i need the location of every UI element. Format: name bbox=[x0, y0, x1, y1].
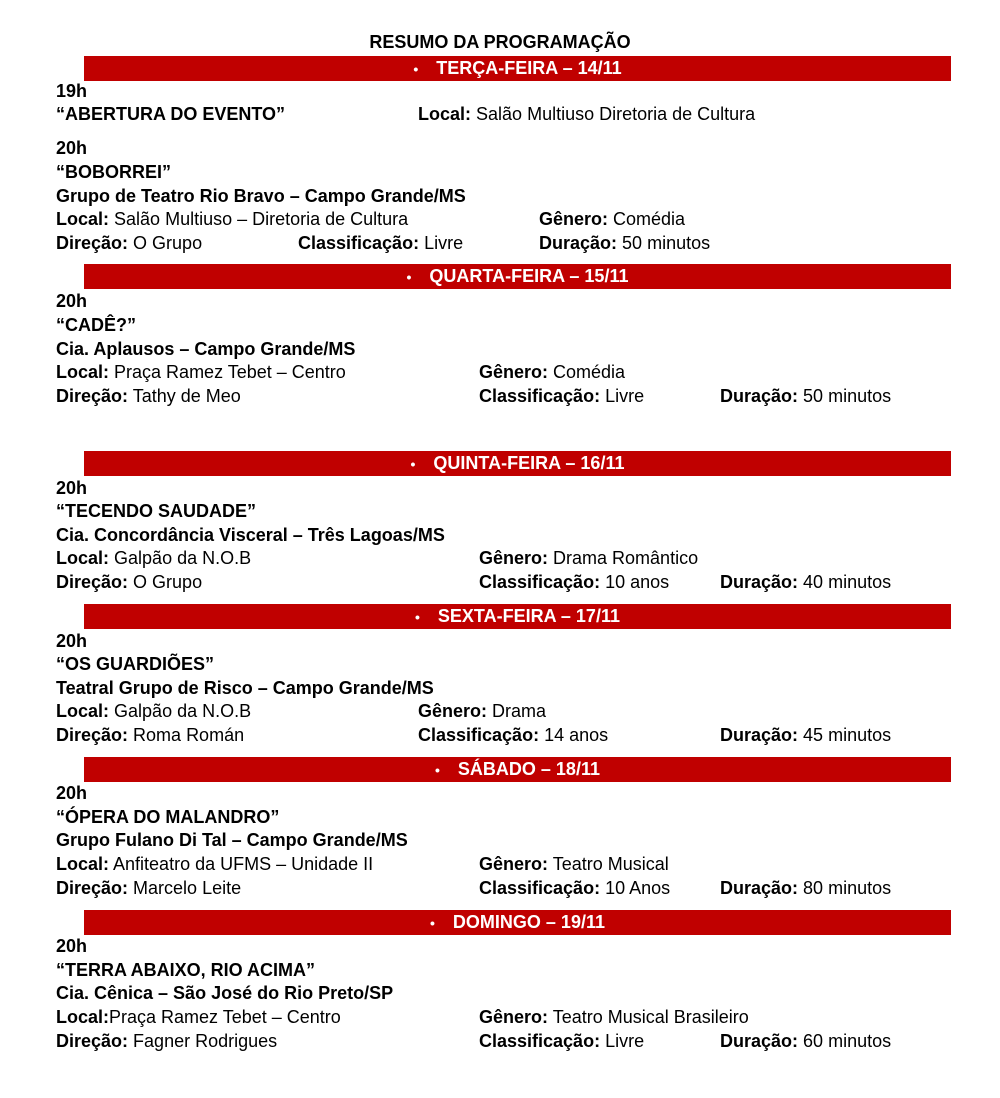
classificacao-value: Livre bbox=[605, 1031, 645, 1051]
bullet-icon: • bbox=[415, 609, 420, 625]
bullet-icon: • bbox=[410, 456, 416, 472]
day-header-terca bbox=[84, 56, 951, 81]
local-value: Galpão da N.O.B bbox=[114, 701, 252, 721]
classificacao-value: Livre bbox=[605, 386, 645, 406]
event-direcao bbox=[56, 385, 241, 407]
classificacao-label: Classificação: bbox=[479, 386, 601, 406]
local-value: Salão Multiuso Diretoria de Cultura bbox=[476, 104, 756, 124]
event-group: Cia. Concordância Visceral – Três Lagoas/MS bbox=[56, 525, 445, 545]
event-genero bbox=[479, 1006, 749, 1028]
genero-value: Drama Romântico bbox=[553, 548, 699, 568]
day-header-sexta bbox=[84, 604, 951, 629]
local-value: Praça Ramez Tebet – Centro bbox=[114, 362, 346, 382]
genero-label: Gênero: bbox=[479, 548, 549, 568]
page-title: RESUMO DA PROGRAMAÇÃO bbox=[369, 32, 631, 52]
event-time: 20h bbox=[56, 478, 88, 498]
event-genero bbox=[479, 853, 669, 875]
direcao-value: Tathy de Meo bbox=[132, 386, 241, 406]
day-header-sabado bbox=[84, 757, 951, 782]
event-duracao bbox=[720, 724, 891, 746]
genero-label: Gênero: bbox=[418, 701, 488, 721]
event-title: “TECENDO SAUDADE” bbox=[56, 501, 257, 521]
genero-value: Drama bbox=[492, 701, 547, 721]
classificacao-label: Classificação: bbox=[479, 1031, 601, 1051]
event-classificacao bbox=[418, 724, 608, 746]
event-classificacao bbox=[479, 1030, 644, 1052]
event-duracao bbox=[720, 877, 891, 899]
local-value: Anfiteatro da UFMS – Unidade II bbox=[113, 854, 374, 874]
local-label: Local: bbox=[56, 548, 110, 568]
event-classificacao bbox=[479, 385, 644, 407]
event-direcao bbox=[56, 1030, 277, 1052]
direcao-value: Roma Román bbox=[133, 725, 245, 745]
direcao-value: Marcelo Leite bbox=[133, 878, 242, 898]
bullet-icon: • bbox=[435, 762, 440, 778]
event-group: Grupo Fulano Di Tal – Campo Grande/MS bbox=[56, 830, 408, 850]
classificacao-value: 14 anos bbox=[544, 725, 609, 745]
classificacao-value: 10 anos bbox=[605, 572, 670, 592]
event-title: “CADÊ?” bbox=[56, 315, 136, 335]
day-header-label: QUINTA-FEIRA – 16/11 bbox=[433, 453, 625, 473]
genero-value: Comédia bbox=[553, 362, 626, 382]
local-label: Local: bbox=[56, 209, 110, 229]
classificacao-value: Livre bbox=[424, 233, 464, 253]
event-duracao bbox=[720, 385, 891, 407]
duracao-value: 45 minutos bbox=[803, 725, 892, 745]
local-label: Local: bbox=[56, 854, 110, 874]
genero-label: Gênero: bbox=[539, 209, 609, 229]
direcao-label: Direção: bbox=[56, 1031, 129, 1051]
local-label: Local: bbox=[56, 1007, 110, 1027]
genero-label: Gênero: bbox=[479, 854, 549, 874]
event-time: 19h bbox=[56, 81, 88, 101]
duracao-label: Duração: bbox=[720, 1031, 799, 1051]
event-genero bbox=[479, 547, 698, 569]
event-direcao bbox=[56, 232, 202, 254]
direcao-label: Direção: bbox=[56, 878, 129, 898]
event-title: “ABERTURA DO EVENTO” bbox=[56, 104, 286, 124]
event-direcao bbox=[56, 571, 202, 593]
duracao-value: 50 minutos bbox=[803, 386, 892, 406]
event-local bbox=[56, 547, 251, 569]
direcao-value: O Grupo bbox=[133, 233, 203, 253]
direcao-label: Direção: bbox=[56, 572, 129, 592]
genero-value: Teatro Musical bbox=[552, 854, 669, 874]
event-group: Cia. Aplausos – Campo Grande/MS bbox=[56, 339, 356, 359]
genero-value: Comédia bbox=[613, 209, 686, 229]
event-time: 20h bbox=[56, 783, 88, 803]
event-group: Teatral Grupo de Risco – Campo Grande/MS bbox=[56, 678, 434, 698]
event-direcao bbox=[56, 877, 241, 899]
event-duracao bbox=[539, 232, 710, 254]
classificacao-value: 10 Anos bbox=[605, 878, 671, 898]
local-value: Salão Multiuso – Diretoria de Cultura bbox=[114, 209, 409, 229]
event-title: “BOBORREI” bbox=[56, 162, 172, 182]
duracao-value: 50 minutos bbox=[622, 233, 711, 253]
event-classificacao bbox=[298, 232, 463, 254]
classificacao-label: Classificação: bbox=[479, 878, 601, 898]
duracao-label: Duração: bbox=[720, 878, 799, 898]
local-label: Local: bbox=[418, 104, 472, 124]
day-header-domingo bbox=[84, 910, 951, 935]
duracao-value: 40 minutos bbox=[803, 572, 892, 592]
event-group: Grupo de Teatro Rio Bravo – Campo Grande/MS bbox=[56, 186, 466, 206]
day-header-label: TERÇA-FEIRA – 14/11 bbox=[436, 58, 622, 78]
duracao-label: Duração: bbox=[720, 725, 799, 745]
classificacao-label: Classificação: bbox=[418, 725, 540, 745]
duracao-label: Duração: bbox=[720, 386, 799, 406]
duracao-label: Duração: bbox=[539, 233, 618, 253]
event-duracao bbox=[720, 1030, 891, 1052]
direcao-value: O Grupo bbox=[133, 572, 203, 592]
local-value: Galpão da N.O.B bbox=[114, 548, 252, 568]
duracao-value: 60 minutos bbox=[803, 1031, 892, 1051]
event-genero bbox=[539, 208, 685, 230]
classificacao-label: Classificação: bbox=[298, 233, 420, 253]
day-header-label: QUARTA-FEIRA – 15/11 bbox=[429, 266, 629, 286]
local-label: Local: bbox=[56, 362, 110, 382]
day-header-quarta bbox=[84, 264, 951, 289]
duracao-value: 80 minutos bbox=[803, 878, 892, 898]
bullet-icon: • bbox=[430, 915, 435, 931]
local-label: Local: bbox=[56, 701, 110, 721]
event-group: Cia. Cênica – São José do Rio Preto/SP bbox=[56, 983, 394, 1003]
event-classificacao bbox=[479, 571, 669, 593]
event-local bbox=[56, 853, 373, 875]
direcao-label: Direção: bbox=[56, 386, 129, 406]
day-header-quinta bbox=[84, 451, 951, 476]
bullet-icon: • bbox=[413, 61, 419, 77]
direcao-label: Direção: bbox=[56, 725, 129, 745]
event-direcao bbox=[56, 724, 244, 746]
event-time: 20h bbox=[56, 936, 88, 956]
day-header-label: SEXTA-FEIRA – 17/11 bbox=[437, 606, 620, 626]
event-genero bbox=[479, 361, 625, 383]
bullet-icon: • bbox=[406, 269, 412, 285]
event-title: “TERRA ABAIXO, RIO ACIMA” bbox=[56, 960, 315, 980]
direcao-value: Fagner Rodrigues bbox=[133, 1031, 278, 1051]
local-value: Praça Ramez Tebet – Centro bbox=[109, 1007, 341, 1027]
classificacao-label: Classificação: bbox=[479, 572, 601, 592]
event-time: 20h bbox=[56, 138, 88, 158]
event-title: “OS GUARDIÕES” bbox=[56, 654, 215, 674]
event-duracao bbox=[720, 571, 891, 593]
genero-label: Gênero: bbox=[479, 1007, 549, 1027]
event-local bbox=[56, 700, 251, 722]
event-local bbox=[56, 208, 408, 230]
event-local bbox=[418, 103, 755, 125]
duracao-label: Duração: bbox=[720, 572, 799, 592]
event-local bbox=[56, 361, 346, 383]
event-genero bbox=[418, 700, 546, 722]
genero-value: Teatro Musical Brasileiro bbox=[552, 1007, 749, 1027]
event-time: 20h bbox=[56, 631, 88, 651]
genero-label: Gênero: bbox=[479, 362, 549, 382]
day-header-label: SÁBADO – 18/11 bbox=[457, 759, 600, 779]
event-local bbox=[56, 1006, 341, 1028]
direcao-label: Direção: bbox=[56, 233, 129, 253]
event-title: “ÓPERA DO MALANDRO” bbox=[56, 807, 280, 827]
event-time: 20h bbox=[56, 291, 88, 311]
day-header-label: DOMINGO – 19/11 bbox=[452, 912, 605, 932]
event-classificacao bbox=[479, 877, 670, 899]
